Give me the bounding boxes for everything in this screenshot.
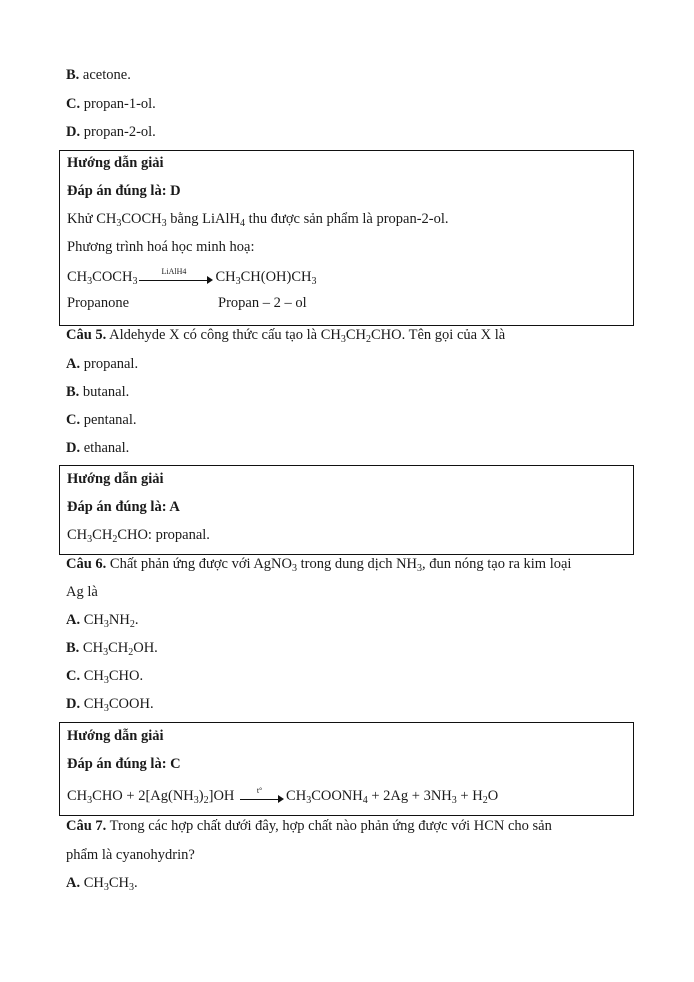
q6-option-c: C. $CH_3CHO$.	[66, 668, 144, 686]
reaction-arrow-icon: LiAlH4	[139, 271, 213, 285]
option-letter: C.	[66, 96, 81, 112]
q5-option-d: D. ethanal.	[66, 440, 130, 456]
option-text: propan-1-ol.	[83, 96, 156, 112]
solution-heading: Hướng dẫn giải	[67, 155, 164, 171]
product-name: Propan – 2 – ol	[218, 295, 307, 311]
solution-heading: Hướng dẫn giải	[67, 471, 164, 487]
q4-option-b	[66, 66, 131, 84]
equation-intro: Phương trình hoá học minh hoạ:	[67, 239, 255, 255]
question-label: Câu 7.	[66, 818, 107, 834]
q5-option-b: B. butanal.	[66, 384, 130, 400]
option-letter: D.	[66, 124, 81, 140]
q6-option-d: D. $CH_3COOH$.	[66, 696, 154, 714]
question-label: Câu 5.	[66, 327, 107, 343]
q4-option-c	[66, 95, 156, 113]
q4-option-d	[66, 123, 156, 141]
reaction-equation: $CH_3COCH_3$ LiAlH4 $CH_3CH(OH)CH_3$	[67, 266, 317, 287]
answer-line: Đáp án đúng là: A	[67, 499, 180, 515]
option-text: propan-2-ol.	[83, 124, 156, 140]
reactant-name: Propanone	[67, 295, 130, 311]
q5-option-c: C. pentanal.	[66, 412, 137, 428]
q5-solution-box	[59, 465, 634, 555]
reaction-arrow-icon: t°	[240, 790, 284, 804]
option-letter: B.	[66, 67, 80, 83]
solution-heading: Hướng dẫn giải	[67, 728, 164, 744]
q6-stem-line2: Ag là	[66, 584, 98, 600]
question-label: Câu 6.	[66, 556, 107, 572]
q5-option-a: A. propanal.	[66, 356, 139, 372]
q7-stem-line2: phẩm là cyanohydrin?	[66, 847, 195, 863]
answer-line: Đáp án đúng là: C	[67, 756, 181, 772]
reaction-equation: $CH_3CHO + 2[Ag(NH_3)_2]OH$ t° $CH_3COONH_4 + 2Ag + 3NH_3 + H_2O$	[67, 785, 499, 806]
q6-option-a: A. $CH_3NH_2$.	[66, 612, 139, 630]
q6-stem-line1: Câu 6. Chất phản ứng được với AgNO$_3$ trong dung dịch $NH_3$, đun nóng tạo ra kim loại	[66, 556, 572, 574]
q6-solution-box	[59, 722, 634, 816]
q6-option-b: B. $CH_3CH_2OH$.	[66, 640, 158, 658]
answer-line: Đáp án đúng là: D	[67, 183, 181, 199]
explanation: Khử $CH_3COCH_3$ bằng LiAlH$_4$ thu được sản phẩm là propan-2-ol.	[67, 211, 449, 229]
option-text: acetone.	[82, 67, 131, 83]
q7-stem-line1: Câu 7. Trong các hợp chất dưới đây, hợp chất nào phản ứng được với HCN cho sản	[66, 818, 552, 834]
q4-solution-box	[59, 150, 634, 326]
q7-option-a: A. $CH_3CH_3$.	[66, 875, 138, 893]
explanation: $CH_3CH_2CHO$: propanal.	[67, 527, 210, 545]
q5-stem: Câu 5. Aldehyde X có công thức cấu tạo là $CH_3CH_2CHO$. Tên gọi của X là	[66, 327, 506, 345]
